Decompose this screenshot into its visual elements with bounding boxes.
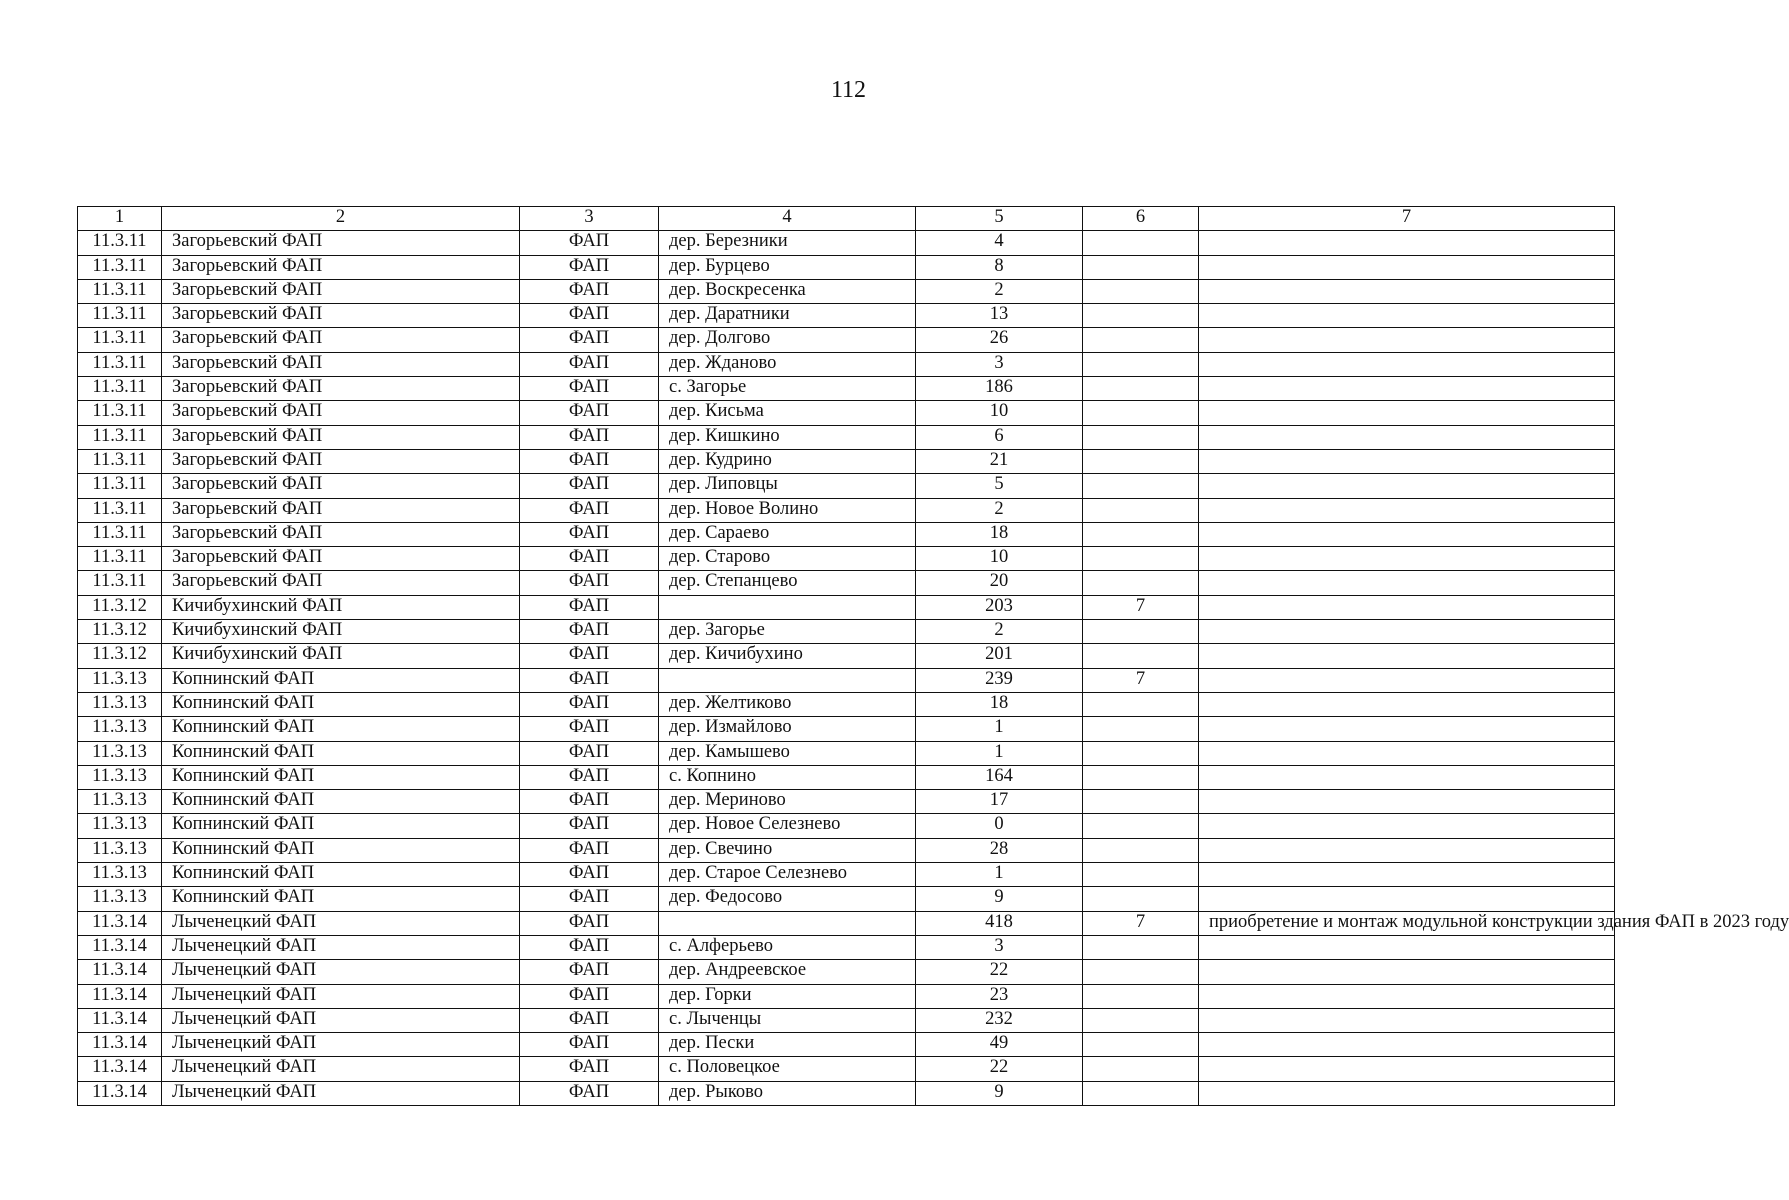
column-6-cell: [1083, 522, 1199, 546]
locality-cell: дер. Андреевское: [659, 960, 916, 984]
facility-type-cell: ФАП: [520, 1008, 659, 1032]
column-6-cell: [1083, 692, 1199, 716]
table-row: [78, 255, 1615, 279]
column-header: 7: [1199, 207, 1615, 231]
locality-cell: с. Копнино: [659, 765, 916, 789]
table-row: [78, 571, 1615, 595]
note-cell: [1199, 668, 1615, 692]
note-cell: [1199, 328, 1615, 352]
facility-name-cell: Загорьевский ФАП: [162, 279, 520, 303]
column-6-cell: [1083, 887, 1199, 911]
locality-cell: [659, 595, 916, 619]
locality-cell: дер. Новое Волино: [659, 498, 916, 522]
item-code-cell: 11.3.13: [78, 838, 162, 862]
facility-type-cell: ФАП: [520, 449, 659, 473]
item-code-cell: 11.3.13: [78, 814, 162, 838]
facility-name-cell: Загорьевский ФАП: [162, 352, 520, 376]
table-row: [78, 935, 1615, 959]
facility-name-cell: Загорьевский ФАП: [162, 571, 520, 595]
facility-type-cell: ФАП: [520, 304, 659, 328]
facility-name-cell: Лыченецкий ФАП: [162, 960, 520, 984]
facility-name-cell: Кичибухинский ФАП: [162, 644, 520, 668]
item-code-cell: 11.3.12: [78, 644, 162, 668]
column-header: 1: [78, 207, 162, 231]
item-code-cell: 11.3.12: [78, 595, 162, 619]
note-cell: [1199, 765, 1615, 789]
facility-name-cell: Загорьевский ФАП: [162, 498, 520, 522]
column-6-cell: [1083, 620, 1199, 644]
column-6-cell: [1083, 377, 1199, 401]
table-body: [78, 231, 1789, 1106]
column-6-cell: [1083, 717, 1199, 741]
table-row: [78, 1057, 1615, 1081]
locality-cell: дер. Кудрино: [659, 449, 916, 473]
column-6-cell: 7: [1083, 595, 1199, 619]
item-code-cell: 11.3.13: [78, 717, 162, 741]
item-code-cell: 11.3.14: [78, 935, 162, 959]
table-row: [78, 620, 1615, 644]
facility-name-cell: Копнинский ФАП: [162, 863, 520, 887]
locality-cell: дер. Измайлово: [659, 717, 916, 741]
locality-cell: дер. Рыково: [659, 1081, 916, 1105]
table-row: [78, 644, 1615, 668]
locality-cell: дер. Новое Селезнево: [659, 814, 916, 838]
locality-cell: дер. Даратники: [659, 304, 916, 328]
facility-type-cell: ФАП: [520, 911, 659, 935]
locality-cell: дер. Старово: [659, 547, 916, 571]
note-cell: [1199, 279, 1615, 303]
item-code-cell: 11.3.13: [78, 790, 162, 814]
column-6-cell: [1083, 1081, 1199, 1105]
facility-name-cell: Копнинский ФАП: [162, 765, 520, 789]
facility-name-cell: Загорьевский ФАП: [162, 231, 520, 255]
item-code-cell: 11.3.11: [78, 328, 162, 352]
facility-name-cell: Загорьевский ФАП: [162, 401, 520, 425]
facility-type-cell: ФАП: [520, 644, 659, 668]
population-cell: 20: [916, 571, 1083, 595]
locality-cell: [659, 911, 916, 935]
note-cell: [1199, 571, 1615, 595]
table-row: [78, 474, 1615, 498]
locality-cell: [659, 668, 916, 692]
facility-type-cell: ФАП: [520, 863, 659, 887]
note-cell: [1199, 887, 1615, 911]
facility-name-cell: Лыченецкий ФАП: [162, 1033, 520, 1057]
facility-name-cell: Копнинский ФАП: [162, 790, 520, 814]
facility-type-cell: ФАП: [520, 1033, 659, 1057]
column-6-cell: [1083, 644, 1199, 668]
note-cell: [1199, 547, 1615, 571]
population-cell: 9: [916, 1081, 1083, 1105]
table-row: [78, 425, 1615, 449]
table-row: [78, 814, 1615, 838]
facility-type-cell: ФАП: [520, 838, 659, 862]
note-cell: [1199, 741, 1615, 765]
column-6-cell: 7: [1083, 911, 1199, 935]
facility-name-cell: Загорьевский ФАП: [162, 449, 520, 473]
table-row: [78, 911, 1615, 935]
item-code-cell: 11.3.11: [78, 449, 162, 473]
facility-type-cell: ФАП: [520, 522, 659, 546]
page-number: 112: [830, 77, 867, 103]
facility-type-cell: ФАП: [520, 401, 659, 425]
facility-type-cell: ФАП: [520, 790, 659, 814]
facility-name-cell: Лыченецкий ФАП: [162, 1008, 520, 1032]
facility-type-cell: ФАП: [520, 231, 659, 255]
population-cell: 26: [916, 328, 1083, 352]
population-cell: 0: [916, 814, 1083, 838]
table-row: [78, 498, 1615, 522]
population-cell: 418: [916, 911, 1083, 935]
population-cell: 2: [916, 498, 1083, 522]
note-cell: [1199, 1008, 1615, 1032]
locality-cell: дер. Федосово: [659, 887, 916, 911]
locality-cell: с. Лыченцы: [659, 1008, 916, 1032]
facility-type-cell: ФАП: [520, 692, 659, 716]
locality-cell: дер. Кишкино: [659, 425, 916, 449]
table-row: [78, 231, 1615, 255]
item-code-cell: 11.3.11: [78, 279, 162, 303]
locality-cell: с. Половецкое: [659, 1057, 916, 1081]
facility-type-cell: ФАП: [520, 474, 659, 498]
locality-cell: дер. Камышево: [659, 741, 916, 765]
facility-type-cell: ФАП: [520, 255, 659, 279]
item-code-cell: 11.3.11: [78, 401, 162, 425]
item-code-cell: 11.3.11: [78, 498, 162, 522]
population-cell: 10: [916, 401, 1083, 425]
facility-type-cell: ФАП: [520, 935, 659, 959]
population-cell: 17: [916, 790, 1083, 814]
population-cell: 18: [916, 522, 1083, 546]
facility-type-cell: ФАП: [520, 984, 659, 1008]
note-cell: [1199, 595, 1615, 619]
population-cell: 9: [916, 887, 1083, 911]
population-cell: 2: [916, 279, 1083, 303]
table-row: [78, 765, 1615, 789]
column-6-cell: [1083, 352, 1199, 376]
locality-cell: дер. Березники: [659, 231, 916, 255]
table-row: [78, 741, 1615, 765]
facility-name-cell: Копнинский ФАП: [162, 741, 520, 765]
facility-name-cell: Лыченецкий ФАП: [162, 1057, 520, 1081]
column-6-cell: [1083, 765, 1199, 789]
population-cell: 1: [916, 741, 1083, 765]
locality-cell: дер. Горки: [659, 984, 916, 1008]
item-code-cell: 11.3.13: [78, 741, 162, 765]
column-6-cell: [1083, 498, 1199, 522]
item-code-cell: 11.3.11: [78, 377, 162, 401]
column-6-cell: [1083, 474, 1199, 498]
population-cell: 13: [916, 304, 1083, 328]
facility-type-cell: ФАП: [520, 352, 659, 376]
note-cell: [1199, 1081, 1615, 1105]
population-cell: 18: [916, 692, 1083, 716]
note-cell: [1199, 717, 1615, 741]
locality-cell: дер. Степанцево: [659, 571, 916, 595]
item-code-cell: 11.3.12: [78, 620, 162, 644]
locality-cell: дер. Кисьма: [659, 401, 916, 425]
table-row: [78, 522, 1615, 546]
column-6-cell: [1083, 571, 1199, 595]
note-cell: [1199, 425, 1615, 449]
table-row: [78, 984, 1615, 1008]
column-header: 4: [659, 207, 916, 231]
facility-type-cell: ФАП: [520, 1081, 659, 1105]
note-cell: [1199, 401, 1615, 425]
note-cell: [1199, 304, 1615, 328]
table-row: [78, 1033, 1615, 1057]
facility-name-cell: Копнинский ФАП: [162, 814, 520, 838]
table-row: [78, 887, 1615, 911]
column-6-cell: [1083, 863, 1199, 887]
facility-type-cell: ФАП: [520, 741, 659, 765]
locality-cell: дер. Кичибухино: [659, 644, 916, 668]
column-6-cell: [1083, 1033, 1199, 1057]
population-cell: 22: [916, 960, 1083, 984]
table-row: [78, 449, 1615, 473]
facility-type-cell: ФАП: [520, 1057, 659, 1081]
item-code-cell: 11.3.11: [78, 352, 162, 376]
locality-cell: дер. Жданово: [659, 352, 916, 376]
note-cell: [1199, 692, 1615, 716]
population-cell: 1: [916, 717, 1083, 741]
table-row: [78, 692, 1615, 716]
item-code-cell: 11.3.11: [78, 304, 162, 328]
facility-type-cell: ФАП: [520, 328, 659, 352]
facility-name-cell: Загорьевский ФАП: [162, 377, 520, 401]
locality-cell: дер. Воскресенка: [659, 279, 916, 303]
population-cell: 21: [916, 449, 1083, 473]
locality-cell: дер. Мериново: [659, 790, 916, 814]
column-6-cell: [1083, 401, 1199, 425]
column-6-cell: [1083, 838, 1199, 862]
note-cell: [1199, 935, 1615, 959]
column-header: 6: [1083, 207, 1199, 231]
note-cell: [1199, 449, 1615, 473]
note-cell: [1199, 814, 1615, 838]
item-code-cell: 11.3.11: [78, 547, 162, 571]
population-cell: 232: [916, 1008, 1083, 1032]
column-6-cell: [1083, 425, 1199, 449]
population-cell: 3: [916, 352, 1083, 376]
column-6-cell: [1083, 741, 1199, 765]
facility-name-cell: Загорьевский ФАП: [162, 522, 520, 546]
locality-cell: дер. Загорье: [659, 620, 916, 644]
item-code-cell: 11.3.11: [78, 474, 162, 498]
facility-name-cell: Лыченецкий ФАП: [162, 984, 520, 1008]
item-code-cell: 11.3.13: [78, 863, 162, 887]
facility-type-cell: ФАП: [520, 547, 659, 571]
table-row: [78, 790, 1615, 814]
item-code-cell: 11.3.11: [78, 231, 162, 255]
column-6-cell: [1083, 814, 1199, 838]
population-cell: 3: [916, 935, 1083, 959]
column-6-cell: [1083, 255, 1199, 279]
table-row: [78, 960, 1615, 984]
locality-cell: с. Алферьево: [659, 935, 916, 959]
column-6-cell: [1083, 935, 1199, 959]
population-cell: 5: [916, 474, 1083, 498]
facility-name-cell: Загорьевский ФАП: [162, 328, 520, 352]
column-header: 2: [162, 207, 520, 231]
column-6-cell: [1083, 790, 1199, 814]
facility-type-cell: ФАП: [520, 765, 659, 789]
note-cell: [1199, 231, 1615, 255]
facility-name-cell: Лыченецкий ФАП: [162, 1081, 520, 1105]
note-cell: [1199, 255, 1615, 279]
locality-cell: дер. Липовцы: [659, 474, 916, 498]
table-row: [78, 1081, 1615, 1105]
population-cell: 203: [916, 595, 1083, 619]
table-row: [78, 595, 1615, 619]
table-row: [78, 352, 1615, 376]
facility-name-cell: Загорьевский ФАП: [162, 425, 520, 449]
column-6-cell: [1083, 1057, 1199, 1081]
population-cell: 4: [916, 231, 1083, 255]
population-cell: 1: [916, 863, 1083, 887]
column-6-cell: [1083, 449, 1199, 473]
facility-name-cell: Копнинский ФАП: [162, 668, 520, 692]
facility-type-cell: ФАП: [520, 717, 659, 741]
column-6-cell: [1083, 279, 1199, 303]
column-header: 5: [916, 207, 1083, 231]
facility-type-cell: ФАП: [520, 377, 659, 401]
item-code-cell: 11.3.13: [78, 668, 162, 692]
item-code-cell: 11.3.11: [78, 522, 162, 546]
locality-cell: дер. Старое Селезнево: [659, 863, 916, 887]
note-cell: [1199, 1057, 1615, 1081]
note-cell: [1199, 620, 1615, 644]
population-cell: 239: [916, 668, 1083, 692]
item-code-cell: 11.3.14: [78, 1057, 162, 1081]
item-code-cell: 11.3.13: [78, 765, 162, 789]
facility-name-cell: Кичибухинский ФАП: [162, 620, 520, 644]
facility-type-cell: ФАП: [520, 814, 659, 838]
item-code-cell: 11.3.14: [78, 960, 162, 984]
locality-cell: дер. Долгово: [659, 328, 916, 352]
column-6-cell: [1083, 328, 1199, 352]
item-code-cell: 11.3.13: [78, 887, 162, 911]
item-code-cell: 11.3.14: [78, 1033, 162, 1057]
facility-name-cell: Копнинский ФАП: [162, 887, 520, 911]
facility-type-cell: ФАП: [520, 668, 659, 692]
population-cell: 186: [916, 377, 1083, 401]
registry-table: [77, 206, 1789, 1106]
item-code-cell: 11.3.14: [78, 1008, 162, 1032]
facility-name-cell: Загорьевский ФАП: [162, 255, 520, 279]
note-cell: [1199, 984, 1615, 1008]
locality-cell: дер. Желтиково: [659, 692, 916, 716]
population-cell: 22: [916, 1057, 1083, 1081]
header-row: [78, 207, 1615, 231]
population-cell: 10: [916, 547, 1083, 571]
facility-name-cell: Лыченецкий ФАП: [162, 911, 520, 935]
note-cell: [1199, 1033, 1615, 1057]
item-code-cell: 11.3.14: [78, 1081, 162, 1105]
table-row: [78, 838, 1615, 862]
population-cell: 6: [916, 425, 1083, 449]
note-cell: [1199, 644, 1615, 668]
table-row: [78, 401, 1615, 425]
population-cell: 28: [916, 838, 1083, 862]
table-row: [78, 1008, 1615, 1032]
item-code-cell: 11.3.14: [78, 911, 162, 935]
table-row: [78, 328, 1615, 352]
facility-type-cell: ФАП: [520, 595, 659, 619]
population-cell: 49: [916, 1033, 1083, 1057]
locality-cell: дер. Бурцево: [659, 255, 916, 279]
item-code-cell: 11.3.11: [78, 571, 162, 595]
table-row: [78, 304, 1615, 328]
population-cell: 2: [916, 620, 1083, 644]
facility-type-cell: ФАП: [520, 571, 659, 595]
table-row: [78, 279, 1615, 303]
facility-type-cell: ФАП: [520, 498, 659, 522]
facility-type-cell: ФАП: [520, 887, 659, 911]
note-cell: [1199, 498, 1615, 522]
population-cell: 201: [916, 644, 1083, 668]
facility-name-cell: Загорьевский ФАП: [162, 304, 520, 328]
item-code-cell: 11.3.13: [78, 692, 162, 716]
facility-type-cell: ФАП: [520, 279, 659, 303]
note-cell: [1199, 522, 1615, 546]
locality-cell: дер. Сараево: [659, 522, 916, 546]
item-code-cell: 11.3.11: [78, 425, 162, 449]
note-cell: [1199, 790, 1615, 814]
table-row: [78, 377, 1615, 401]
facility-type-cell: ФАП: [520, 960, 659, 984]
table-row: [78, 547, 1615, 571]
population-cell: 164: [916, 765, 1083, 789]
facility-name-cell: Копнинский ФАП: [162, 838, 520, 862]
column-6-cell: [1083, 984, 1199, 1008]
facility-type-cell: ФАП: [520, 425, 659, 449]
column-6-cell: [1083, 547, 1199, 571]
note-cell: [1199, 352, 1615, 376]
population-cell: 8: [916, 255, 1083, 279]
note-cell: приобретение и монтаж модульной конструкции здания ФАП в 2023 году: [1199, 911, 1615, 935]
facility-name-cell: Копнинский ФАП: [162, 717, 520, 741]
note-cell: [1199, 377, 1615, 401]
column-6-cell: [1083, 1008, 1199, 1032]
locality-cell: дер. Пески: [659, 1033, 916, 1057]
facility-name-cell: Загорьевский ФАП: [162, 474, 520, 498]
facility-name-cell: Кичибухинский ФАП: [162, 595, 520, 619]
facility-name-cell: Загорьевский ФАП: [162, 547, 520, 571]
note-cell: [1199, 960, 1615, 984]
column-header: 3: [520, 207, 659, 231]
column-6-cell: [1083, 960, 1199, 984]
table-row: [78, 863, 1615, 887]
table-row: [78, 717, 1615, 741]
facility-name-cell: Копнинский ФАП: [162, 692, 520, 716]
note-cell: [1199, 863, 1615, 887]
locality-cell: дер. Свечино: [659, 838, 916, 862]
column-6-cell: [1083, 304, 1199, 328]
facility-type-cell: ФАП: [520, 620, 659, 644]
note-cell: [1199, 838, 1615, 862]
table-row: [78, 668, 1615, 692]
column-6-cell: 7: [1083, 668, 1199, 692]
item-code-cell: 11.3.11: [78, 255, 162, 279]
population-cell: 23: [916, 984, 1083, 1008]
facility-name-cell: Лыченецкий ФАП: [162, 935, 520, 959]
note-cell: [1199, 474, 1615, 498]
item-code-cell: 11.3.14: [78, 984, 162, 1008]
locality-cell: с. Загорье: [659, 377, 916, 401]
column-6-cell: [1083, 231, 1199, 255]
